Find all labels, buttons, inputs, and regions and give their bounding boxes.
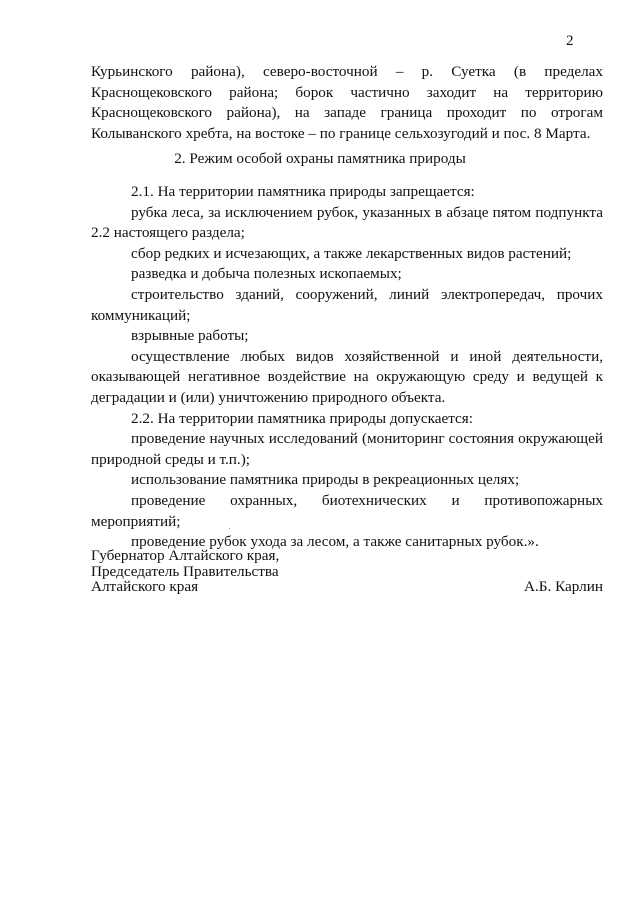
signatory-name: А.Б. Карлин: [524, 578, 603, 595]
intro-paragraph: [91, 62, 603, 144]
intro-line: Краснощековского района), на западе граница проходит по отрогам: [91, 104, 603, 122]
list-item: [91, 203, 603, 244]
list-item: [91, 470, 603, 491]
list-item-line: мероприятий;: [91, 512, 181, 530]
list-item-line: сбор редких и исчезающих, а также лекарственных видов растений;: [131, 244, 572, 262]
list-item: [91, 244, 603, 265]
list-item: [91, 491, 603, 532]
list-item-line: коммуникаций;: [91, 306, 191, 324]
intro-line: Краснощековского района; борок частично заходит на территорию: [91, 83, 603, 101]
list-item-line: рубка леса, за исключением рубок, указанных в абзаце пятом подпункта: [131, 203, 603, 221]
intro-line: Курьинского района), северо-восточной – р. Суетка (в пределах: [91, 63, 603, 80]
list-item-line: природной среды и т.п.);: [91, 450, 250, 468]
list-item-line: проведение охранных, биотехнических и противопожарных: [131, 491, 603, 509]
list-item-line: деградации и (или) уничтожению природного объекта.: [91, 388, 446, 406]
list-item: [91, 285, 603, 326]
list-item-line: взрывные работы;: [131, 327, 249, 345]
list-item-line: использование памятника природы в рекреационных целях;: [131, 471, 520, 489]
page-number: 2: [566, 33, 574, 49]
list-item-line: 2.2 настоящего раздела;: [91, 224, 245, 242]
signatory-position-line: Губернатор Алтайского края,: [91, 547, 280, 564]
section-heading: 2. Режим особой охраны памятника природы: [174, 150, 466, 167]
list-item: [91, 326, 603, 347]
signatory-position-line: Председатель Правительства: [91, 562, 279, 580]
subsection-title: 2.1. На территории памятника природы запрещается:: [131, 183, 475, 200]
intro-line: Колыванского хребта, на востоке – по границе сельхозугодий и пос. 8 Марта.: [91, 124, 591, 142]
section-body: [91, 182, 603, 553]
list-item-line: проведение научных исследований (мониторинг состояния окружающей: [131, 430, 603, 448]
list-item-line: осуществление любых видов хозяйственной и иной деятельности,: [131, 347, 603, 365]
list-item-line: строительство зданий, сооружений, линий электропередач, прочих: [131, 285, 603, 303]
list-item: [91, 347, 603, 409]
signatory-position-line: Алтайского края: [91, 578, 199, 595]
signature-block: [91, 548, 603, 595]
list-item-line: разведка и добыча полезных ископаемых;: [131, 265, 402, 283]
list-item: [91, 429, 603, 470]
scan-speck: [229, 528, 230, 529]
list-item-line: проведение рубок ухода за лесом, а также санитарных рубок.».: [131, 533, 539, 551]
subsection-title: 2.2. На территории памятника природы допускается:: [131, 409, 474, 427]
list-item: [91, 264, 603, 285]
list-item-line: оказывающей негативное воздействие на окружающую среду и ведущей к: [91, 368, 603, 386]
